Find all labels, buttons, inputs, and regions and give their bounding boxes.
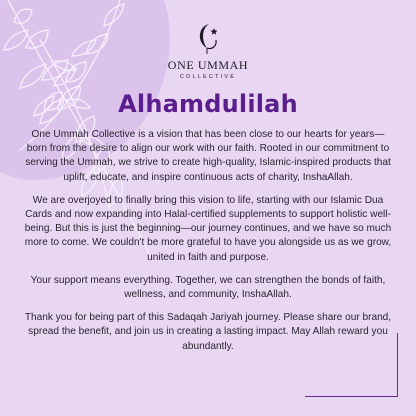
paragraph: Your support means everything. Together, we can strengthen the bonds of faith, wellness, and community, InshaAllah.	[30, 274, 386, 301]
brand-logo	[0, 20, 416, 80]
page-title: Alhamdulilah	[118, 90, 298, 118]
paragraph: Thank you for being part of this Sadaqah Jariyah journey. Please share our brand, spread the benefit, and join us in creating a lasting impact. May Allah reward you abundantly.	[24, 312, 392, 352]
paragraph: We are overjoyed to finally bring this vision to life, starting with our Islamic Dua Cards and now expanding into Halal-certified supplements to support holistic well-being. But this is just the beginning—our journey continues, and we have so much more to come. We couldn't be more grateful to have you alongside us as we grow, united in faith and purpose.	[24, 194, 392, 263]
corner-frame-decoration	[305, 333, 398, 397]
brand-subtitle: COLLECTIVE	[179, 74, 237, 80]
message-body	[22, 128, 394, 363]
brand-name: ONE UMMAH	[167, 58, 249, 72]
crescent-star-icon	[194, 20, 222, 56]
paragraph: One Ummah Collective is a vision that has been close to our hearts for years—born from the desire to align our work with our faith. Rooted in our commitment to serving the Ummah, we strive to create high-quality, Islamic-inspired products that uplift, educate, and inspire continuous acts of charity, InshaAllah.	[25, 129, 391, 183]
